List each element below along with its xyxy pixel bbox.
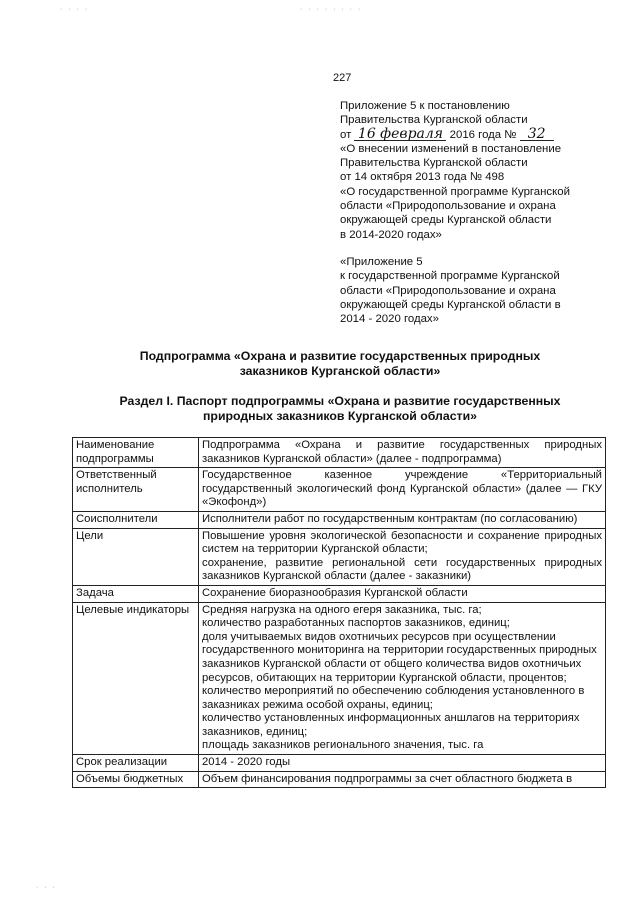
value-paragraph: сохранение, развитие региональной сети государственных природных заказников Курганской области (далее - заказники) [202, 556, 602, 583]
appendix-line: Правительства Курганской области [340, 157, 528, 170]
appendix-line: Правительства Курганской области [340, 114, 528, 127]
row-label: Цели [73, 528, 199, 585]
row-value [199, 585, 606, 602]
appendix-line: «О внесении изменений в постановление [340, 142, 562, 155]
table-row [73, 468, 606, 512]
value-paragraph: количество мероприятий по обеспечению соблюдения установленного в заказниках режима особой охраны, единиц; [202, 685, 585, 711]
appendix-line: области «Природопользование и охрана [340, 200, 556, 213]
value-paragraph: Сохранение биоразнообразия Курганской области [202, 586, 468, 599]
scan-artifact: · · · [36, 884, 57, 891]
appendix-line: окружающей среды Курганской области [340, 214, 552, 227]
date-suffix: 2016 года № [449, 128, 517, 141]
scan-artifact: · · · · [60, 6, 90, 13]
appendix-line: к государственной программе Курганской [340, 270, 560, 283]
value-paragraph: количество установленных информационных аншлагов на территориях заказников, единиц; [202, 712, 580, 738]
section-title-line: природных заказников Курганской области» [203, 409, 477, 423]
table-row [73, 528, 606, 585]
value-paragraph: Исполнители работ по государственным контрактам (по согласованию) [202, 512, 578, 525]
date-prefix: от [340, 128, 352, 141]
table-row [73, 585, 606, 602]
row-label: Срок реализации [73, 755, 199, 772]
row-label: Наименование подпрограммы [73, 438, 199, 468]
value-paragraph: Средняя нагрузка на одного егеря заказника, тыс. га; [202, 603, 482, 616]
appendix-block [340, 99, 625, 326]
row-value [199, 602, 606, 755]
table-row [73, 511, 606, 528]
appendix-line: области «Природопользование и охрана [340, 284, 556, 297]
table-row [73, 602, 606, 755]
row-value [199, 771, 606, 788]
section-title-line: Раздел I. Паспорт подпрограммы «Охрана и развитие государственных [119, 394, 561, 408]
scan-artifact: · · · · · · · · [300, 6, 363, 13]
value-paragraph: 2014 - 2020 годы [202, 756, 291, 769]
table-row [73, 438, 606, 468]
row-value [199, 511, 606, 528]
value-paragraph: Государственное казенное учреждение «Территориальный государственный экологический фонд Курганской области» (далее — ГКУ «Экофонд») [202, 469, 602, 509]
row-label: Объемы бюджетных [73, 771, 199, 788]
value-paragraph: количество разработанных паспортов заказников, единиц; [202, 617, 510, 630]
appendix-line: от 14 октября 2013 года № 498 [340, 171, 505, 184]
subprogram-title-line: Подпрограмма «Охрана и развитие государственных природных [139, 349, 541, 363]
row-label: Соисполнители [73, 511, 199, 528]
appendix-line: «О государственной программе Курганской [340, 185, 570, 198]
row-value [199, 438, 606, 468]
row-value [199, 528, 606, 585]
row-label: Задача [73, 585, 199, 602]
row-value [199, 755, 606, 772]
appendix-line: окружающей среды Курганской области в [340, 298, 561, 311]
subprogram-title [60, 349, 620, 379]
handwritten-date: 16 февраля [354, 128, 446, 141]
value-paragraph: Повышение уровня экологической безопасности и сохранение природных систем на территории Курганской области; [202, 529, 602, 556]
passport-table [72, 437, 606, 788]
row-label: Ответственный исполнитель [73, 468, 199, 512]
appendix-line: в 2014-2020 годах» [340, 228, 442, 241]
table-row [73, 771, 606, 788]
appendix-line: Приложение 5 к постановлению [340, 100, 510, 112]
value-paragraph: площадь заказников регионального значения, тыс. га [202, 739, 484, 752]
appendix-line: «Приложение 5 [340, 255, 423, 268]
value-paragraph: Подпрограмма «Охрана и развитие государственных природных заказников Курганской области» (далее - подпрограмма) [202, 439, 602, 465]
value-paragraph: доля учитываемых видов охотничьих ресурсов при осуществлении государственного мониторинга на территории государственных природных заказников Курганской области от общего количества видов охотничьих ресурсов, обитающих на территории Курганской области, процентов; [202, 630, 597, 684]
page-number: 227 [333, 72, 352, 84]
row-value [199, 468, 606, 512]
section-title [60, 394, 620, 424]
appendix-date-line [340, 125, 625, 142]
handwritten-number: 32 [520, 128, 554, 141]
appendix-line: 2014 - 2020 годах» [340, 313, 439, 326]
table-row [73, 755, 606, 772]
value-paragraph: Объем финансирования подпрограммы за счет областного бюджета в [202, 772, 573, 785]
subprogram-title-line: заказников Курганской области» [239, 364, 441, 378]
row-label: Целевые индикаторы [73, 602, 199, 755]
